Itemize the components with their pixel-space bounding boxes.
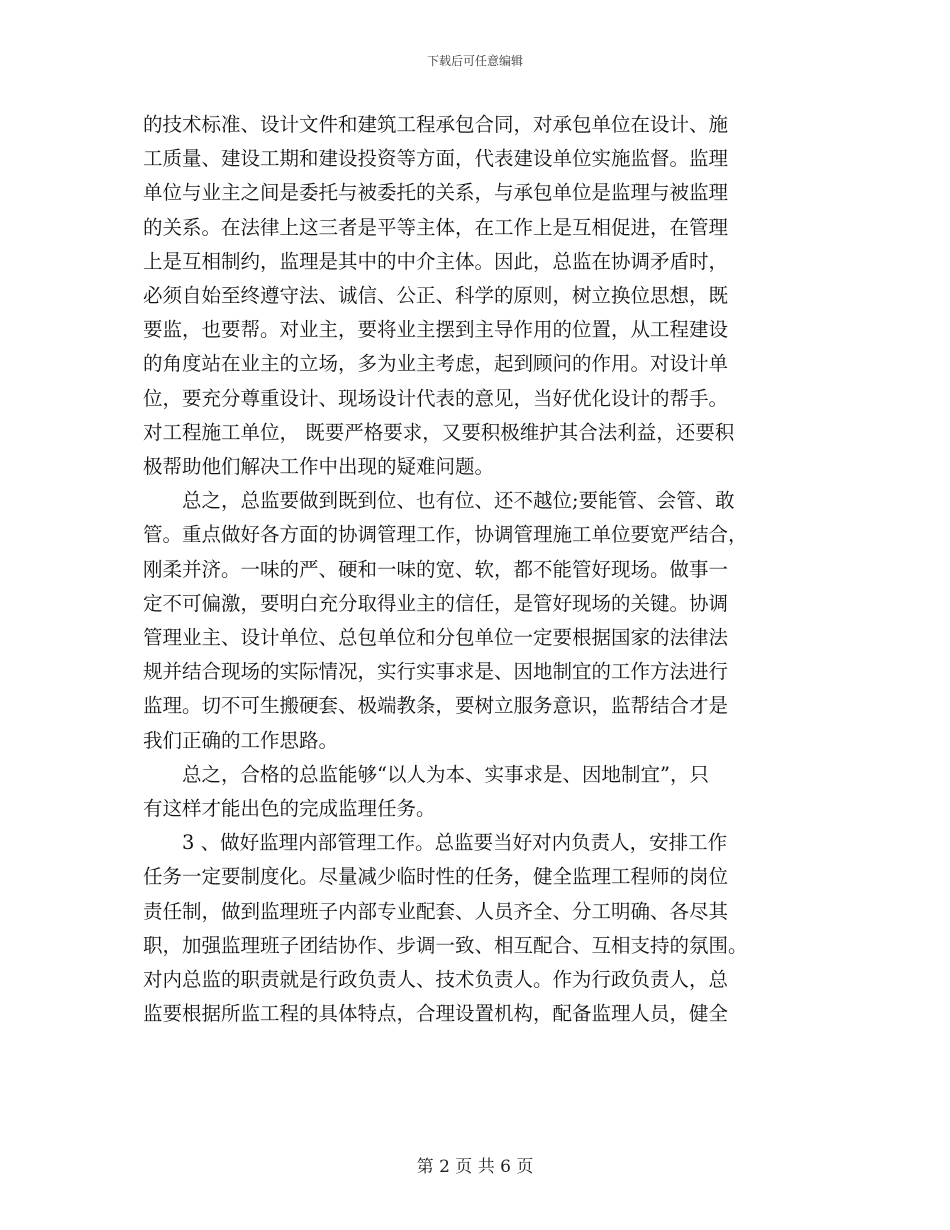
text-line: 的关系。在法律上这三者是平等主体，在工作上是互相促进，在管理 [143,215,729,239]
paragraph [143,826,808,1031]
text-line: 责任制，做到监理班子内部专业配套、人员齐全、分工明确、各尽其 [143,899,729,923]
text-line: 有这样才能出色的完成监理任务。 [143,797,436,821]
text-line: 定不可偏激，要明白充分取得业主的信任，是管好现场的关键。协调 [143,591,729,615]
text-line: 极帮助他们解决工作中出现的疑难问题。 [143,455,495,479]
text-line: 我们正确的工作思路。 [143,728,339,752]
text-line: 规并结合现场的实际情况，实行实事求是、因地制宜的工作方法进行 [143,660,729,684]
text-line: 刚柔并济。一味的严、硬和一味的宽、软，都不能管好现场。做事一 [143,557,729,581]
text-line: 对工程施工单位， 既要严格要求，又要积极维护其合法利益，还要积 [143,420,735,444]
text-line: 职，加强监理班子团结协作、步调一致、相互配合、互相支持的氛围。 [143,933,748,957]
text-line: 的角度站在业主的立场，多为业主考虑，起到顾问的作用。对设计单 [143,352,729,376]
text-line: 任务一定要制度化。尽量减少临时性的任务，健全监理工程师的岗位 [143,865,729,889]
text-line: 的技术标准、设计文件和建筑工程承包合同，对承包单位在设计、施 [143,113,729,136]
text-line: 监理。切不可生搬硬套、极端教条，要树立服务意识，监帮结合才是 [143,694,729,718]
text-line: 总之，合格的总监能够“以人为本、实事求是、因地制宜”，只 [143,762,709,786]
text-line: 管理业主、设计单位、总包单位和分包单位一定要根据国家的法律法 [143,626,729,650]
text-line: 监要根据所监工程的具体特点，合理设置机构，配备监理人员，健全 [143,1002,729,1026]
text-line: 管。重点做好各方面的协调管理工作，协调管理施工单位要宽严结合， [143,523,748,547]
text-line: 上是互相制约，监理是其中的中介主体。因此，总监在协调矛盾时， [143,249,729,273]
text-line: 位，要充分尊重设计、现场设计代表的意见，当好优化设计的帮手。 [143,386,729,410]
paragraph [143,484,808,758]
paragraph [143,108,808,484]
paragraph [143,758,808,826]
document-body [143,108,808,1031]
text-line: 要监，也要帮。对业主，要将业主摆到主导作用的位置，从工程建设 [143,318,729,342]
page-header: 下载后可任意编辑 [426,54,523,68]
text-line: 工质量、建设工期和建设投资等方面，代表建设单位实施监督。监理 [143,147,729,171]
text-line: 总之，总监要做到既到位、也有位、还不越位;要能管、会管、敢 [143,489,735,513]
text-line: 3 、做好监理内部管理工作。总监要当好对内负责人，安排工作 [143,831,728,855]
text-line: 必须自始至终遵守法、诚信、公正、科学的原则，树立换位思想，既 [143,284,729,308]
page-number: 第 2 页 共 6 页 [416,1157,534,1177]
text-line: 对内总监的职责就是行政负责人、技术负责人。作为行政负责人，总 [143,968,729,992]
text-line: 单位与业主之间是委托与被委托的关系，与承包单位是监理与被监理 [143,181,729,205]
